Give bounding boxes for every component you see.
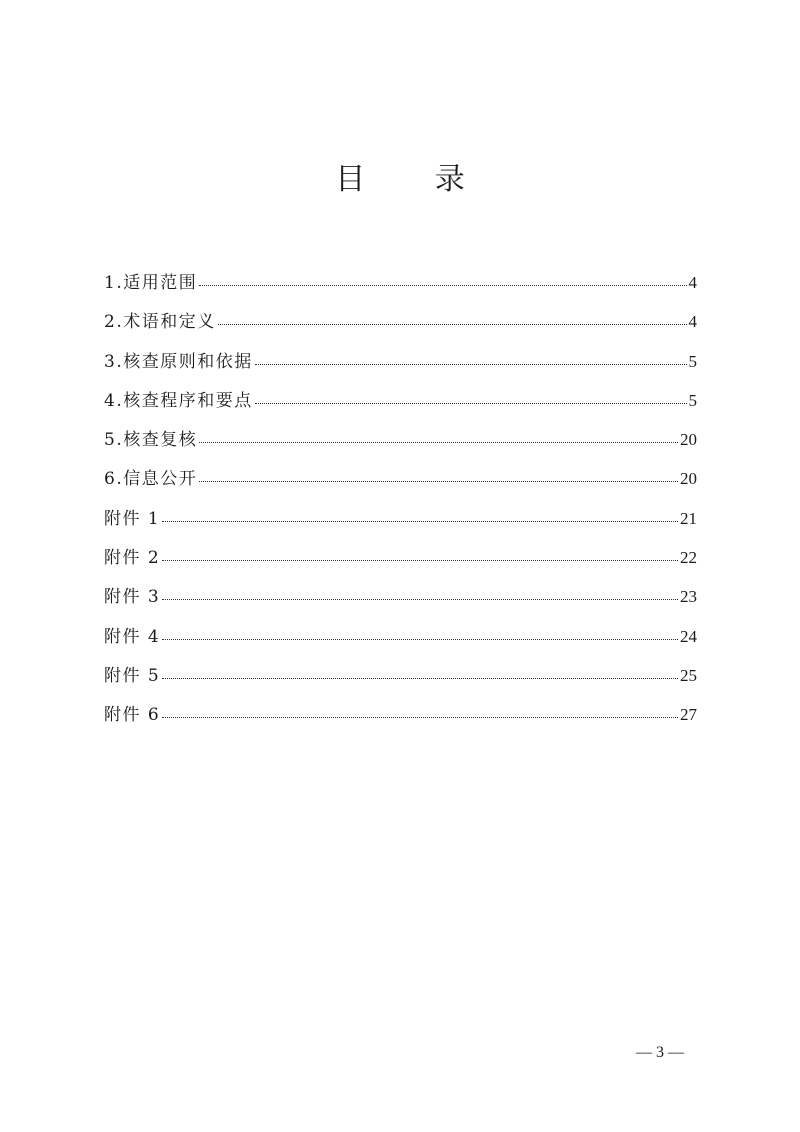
toc-entry[interactable]	[104, 543, 697, 582]
toc-entry[interactable]	[104, 425, 697, 464]
toc-entry-page: 20	[680, 430, 697, 450]
toc-entry-page: 5	[688, 351, 697, 371]
toc-entry[interactable]	[104, 700, 697, 739]
toc-leader-dots	[162, 560, 678, 561]
toc-leader-dots	[199, 481, 678, 482]
toc-leader-dots	[162, 639, 678, 640]
toc-entry-label: 2.术语和定义	[104, 312, 216, 333]
toc-entry-label: 1.适用范围	[104, 273, 198, 293]
toc-entry-page: 25	[680, 665, 697, 685]
toc-entry[interactable]	[104, 504, 697, 543]
toc-entry-page: 23	[680, 587, 697, 607]
toc-leader-dots	[255, 403, 687, 404]
toc-leader-dots	[162, 678, 678, 679]
toc-leader-dots	[218, 324, 687, 325]
toc-leader-dots	[255, 364, 687, 365]
toc-entry-label: 附件 1	[104, 508, 161, 529]
toc-entry-label: 4.核查程序和要点	[104, 390, 253, 411]
toc-entry-label: 3.核查原则和依据	[104, 351, 253, 372]
page-title: 目 录	[335, 162, 495, 197]
toc-entry-page: 20	[680, 469, 697, 489]
toc-entry-page: 4	[688, 312, 697, 332]
toc-entry-page: 4	[688, 273, 697, 292]
toc-entry-page: 5	[688, 390, 697, 410]
toc-entry[interactable]	[104, 386, 697, 425]
toc-entry[interactable]	[104, 347, 697, 386]
toc-entry[interactable]	[104, 622, 697, 661]
toc-entry[interactable]	[104, 268, 697, 307]
page-number-footer: — 3 —	[636, 1044, 684, 1061]
toc-leader-dots	[199, 442, 678, 443]
toc-entry-label: 附件 3	[104, 587, 161, 608]
toc-entry[interactable]	[104, 661, 697, 700]
toc-entry[interactable]	[104, 582, 697, 621]
toc-entry-page: 22	[680, 548, 697, 568]
toc-entry-label: 附件 2	[104, 548, 161, 569]
toc-entry-page: 27	[680, 705, 697, 725]
toc-leader-dots	[162, 717, 678, 718]
toc-entry-label: 附件 5	[104, 665, 161, 686]
toc-entry-label: 5.核查复核	[104, 430, 198, 451]
toc-entry-label: 6.信息公开	[104, 469, 198, 490]
toc-entry-page: 21	[680, 508, 697, 528]
toc-leader-dots	[162, 599, 678, 600]
toc-leader-dots	[199, 285, 686, 286]
toc-entry[interactable]	[104, 464, 697, 503]
toc-entry[interactable]	[104, 307, 697, 346]
toc-entry-page: 24	[680, 626, 697, 646]
table-of-contents	[104, 268, 697, 740]
toc-entry-label: 附件 4	[104, 626, 161, 647]
toc-entry-label: 附件 6	[104, 705, 161, 726]
toc-leader-dots	[162, 521, 678, 522]
